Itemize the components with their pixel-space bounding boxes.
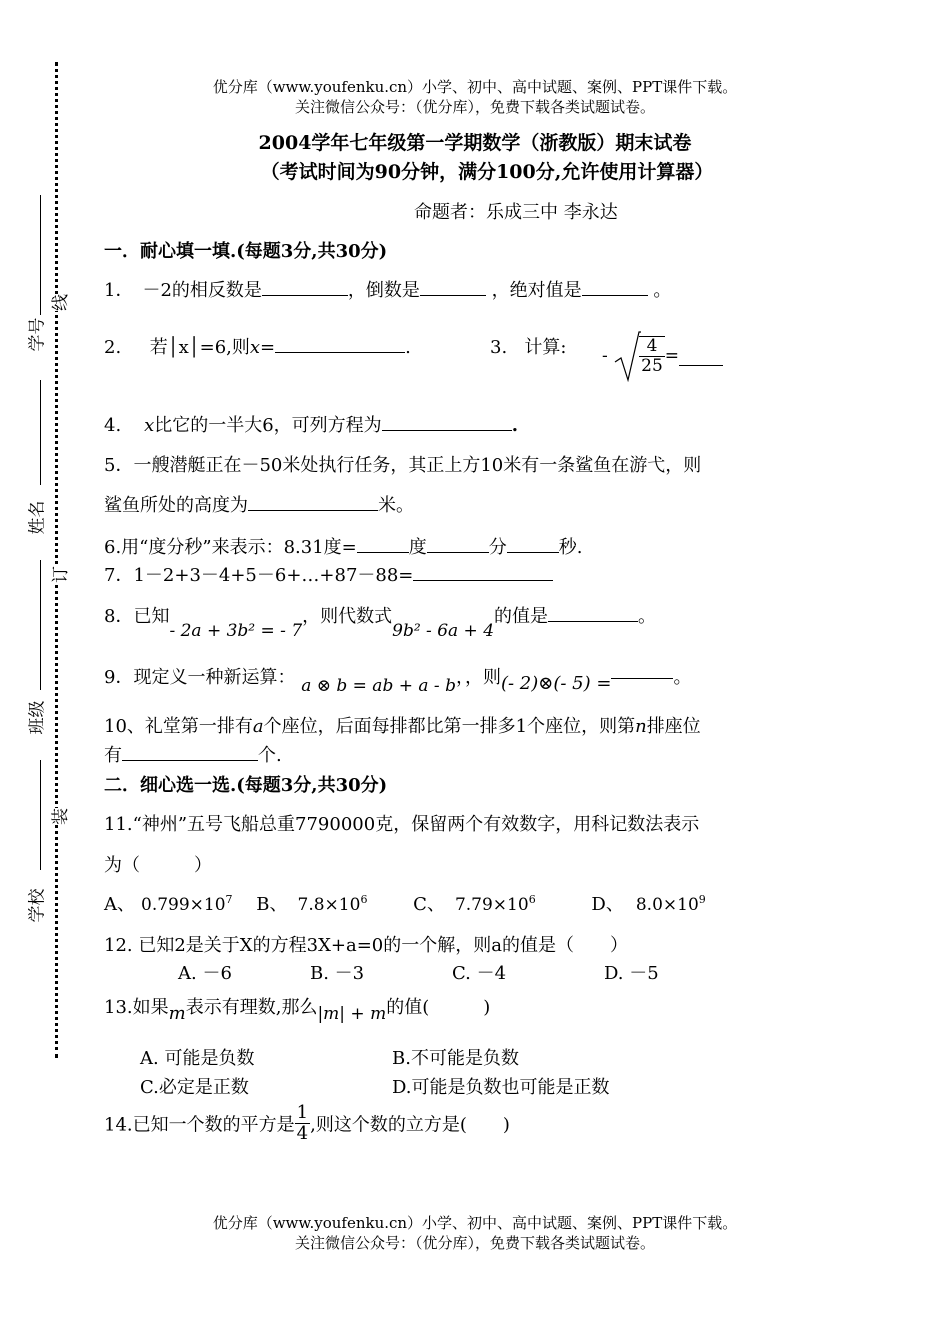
answer-blank[interactable] [122, 742, 258, 761]
option-a[interactable]: A、 $0.799\times 10^7$ [104, 893, 233, 915]
label-xingming: 姓名 [27, 500, 48, 535]
label-xuexiao: 学校 [27, 888, 48, 923]
answer-blank[interactable] [679, 347, 723, 366]
footer-line-2: 关注微信公众号：（优分库），免费下载各类试题试卷。 [294, 1234, 655, 1252]
label-xian: 线 [46, 294, 71, 311]
label-zhuang: 装 [46, 808, 71, 825]
option-b[interactable]: B. －3 [310, 963, 365, 984]
answer-blank[interactable] [357, 534, 409, 553]
xuehao-line [40, 195, 41, 315]
question-5-line1: 5．一艘潜艇正在－50米处执行任务，其正上方10米有一条鲨鱼在游弋，则 [104, 455, 702, 476]
answer-blank[interactable] [611, 678, 673, 679]
banji-line [40, 560, 41, 690]
option-c[interactable]: C.必定是正数 [140, 1077, 249, 1098]
question-12: 12. 已知2是关于X的方程3X+a=0的一个解，则a的值是（ ） [104, 935, 628, 956]
label-banji: 班级 [27, 700, 48, 735]
question-5-line2: 鲨鱼所处的高度为 米。 [104, 491, 414, 517]
question-9: 9．现定义一种新运算： a ⊗ b = ab + a - b，，则(- 2)⊗(- 5) = 。 [104, 667, 692, 696]
answer-blank[interactable] [582, 277, 648, 296]
question-7: 7．1－2+3－4+5－6+…+87－88= [104, 561, 553, 587]
exam-title: 2004学年七年级第一学期数学（浙教版）期末试卷 [258, 132, 692, 154]
question-10-line1: 10、礼堂第一排有a个座位，后面每排都比第一排多1个座位，则第n排座位 [104, 716, 701, 737]
sqrt-icon [613, 330, 641, 382]
option-d[interactable]: D.可能是负数也可能是正数 [392, 1077, 610, 1098]
question-10-line2: 有 个. [104, 741, 282, 767]
question-13: 13.如果m表示有理数,那么|m| + m的值( ) [104, 997, 491, 1024]
section1-heading: 一．耐心填一填.(每题3分,共30分) [104, 241, 388, 262]
answer-blank[interactable] [427, 534, 489, 553]
answer-blank[interactable] [548, 603, 638, 622]
exam-subtitle: （考试时间为90分钟，满分100分,允许使用计算器） [260, 161, 714, 183]
answer-blank[interactable] [248, 492, 378, 511]
question-11-line1: 11.“神州”五号飞船总重7790000克，保留两个有效数字，用科记数法表示 [104, 814, 700, 835]
answer-blank[interactable] [275, 334, 405, 353]
question-3-expr: - $\frac{4}{25}$ = [602, 330, 723, 382]
question-2: 2. 若│x│=6,则x= . [104, 333, 411, 359]
section2-heading: 二．细心选一选.(每题3分,共30分) [104, 775, 388, 796]
answer-blank[interactable] [382, 412, 512, 431]
header-line-1: 优分库（www.youfenku.cn）小学、初中、高中试题、案例、PPT课件下载。 [212, 78, 738, 96]
question-8: 8．已知- 2a + 3b² = - 7，则代数式9b² - 6a + 4的值是 。 [104, 602, 656, 628]
footer-line-1: 优分库（www.youfenku.cn）小学、初中、高中试题、案例、PPT课件下载。 [212, 1214, 738, 1232]
option-a[interactable]: A. 可能是负数 [140, 1048, 255, 1069]
option-c[interactable]: C、 $7.79\times 10^6$ [413, 893, 536, 915]
question-14: 14.已知一个数的平方是 $\frac{1}{4}$ ,则这个数的立方是( ) [104, 1102, 510, 1144]
answer-blank[interactable] [507, 534, 559, 553]
label-ding: 订 [46, 566, 71, 583]
binding-dotted-line [55, 62, 58, 1058]
option-b[interactable]: B、 $7.8\times 10^6$ [256, 893, 368, 915]
question-11-options [104, 890, 706, 916]
question-1: 1． －2的相反数是 ，倒数是 ，绝对值是 。 [104, 276, 671, 302]
xingming-line [40, 380, 41, 485]
exam-author: 命题者：乐成三中 李永达 [414, 202, 618, 223]
option-c[interactable]: C. －4 [452, 963, 507, 984]
question-3: 3. 计算: [490, 337, 567, 358]
answer-blank[interactable] [420, 277, 486, 296]
answer-blank[interactable] [413, 562, 553, 581]
question-4: 4. x比它的一半大6，可列方程为 . [104, 411, 518, 437]
question-6: 6.用“度分秒”来表示：8.31度= 度 分 秒. [104, 533, 582, 559]
header-line-2: 关注微信公众号：（优分库），免费下载各类试题试卷。 [294, 98, 655, 116]
answer-blank[interactable] [262, 277, 348, 296]
option-a[interactable]: A. －6 [178, 963, 232, 984]
option-d[interactable]: D、 $8.0\times 10^9$ [591, 893, 706, 915]
option-b[interactable]: B.不可能是负数 [392, 1048, 519, 1069]
question-11-line2: 为（ ） [104, 855, 212, 876]
label-xuehao: 学号 [27, 317, 48, 352]
xuexiao-line [40, 760, 41, 870]
option-d[interactable]: D. －5 [604, 963, 659, 984]
